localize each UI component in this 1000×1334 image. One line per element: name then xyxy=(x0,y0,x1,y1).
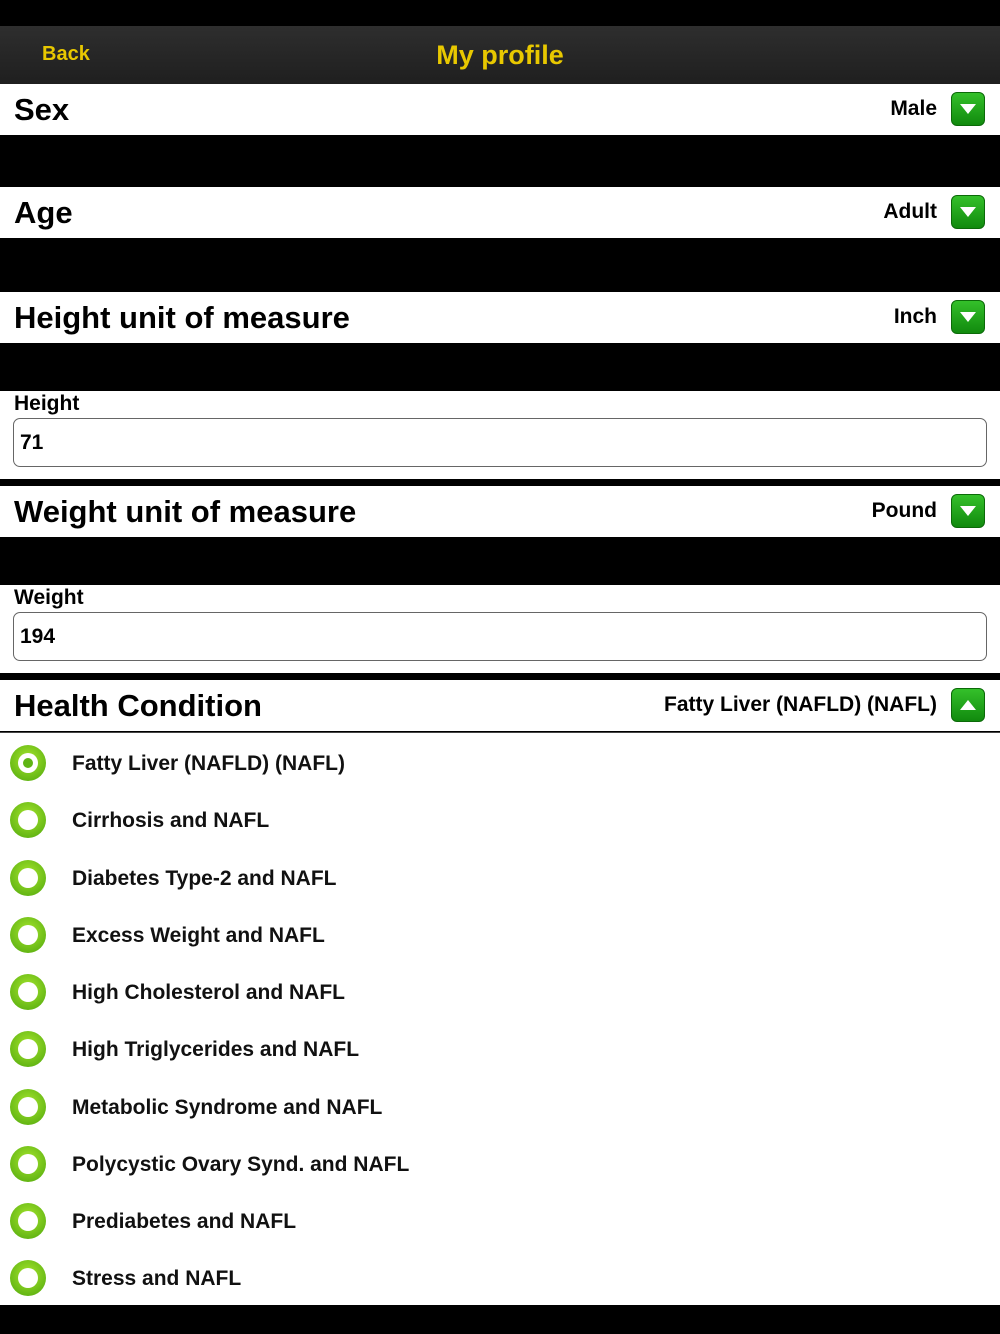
option-label: Excess Weight and NAFL xyxy=(72,924,325,947)
option-label: High Cholesterol and NAFL xyxy=(72,981,345,1004)
radio-button[interactable] xyxy=(10,860,46,896)
chevron-up-icon xyxy=(960,700,976,710)
option-cirrhosis[interactable] xyxy=(0,792,1000,849)
weight-input[interactable] xyxy=(13,612,987,661)
sex-value[interactable]: Male xyxy=(890,97,937,120)
height-input[interactable] xyxy=(13,418,987,467)
height-field-group xyxy=(0,391,1000,479)
radio-button[interactable] xyxy=(10,974,46,1010)
option-prediabetes[interactable] xyxy=(0,1193,1000,1250)
option-label: Polycystic Ovary Synd. and NAFL xyxy=(72,1153,410,1176)
health-condition-label: Health Condition xyxy=(14,688,262,723)
option-label: Fatty Liver (NAFLD) (NAFL) xyxy=(72,752,345,775)
weight-unit-label: Weight unit of measure xyxy=(14,494,357,529)
height-unit-dropdown-button[interactable] xyxy=(951,300,985,334)
health-condition-options xyxy=(0,733,1000,1305)
option-label: Cirrhosis and NAFL xyxy=(72,809,270,832)
navigation-bar xyxy=(0,26,1000,84)
age-row[interactable] xyxy=(0,187,1000,238)
option-diabetes[interactable] xyxy=(0,850,1000,907)
option-label: Metabolic Syndrome and NAFL xyxy=(72,1096,383,1119)
radio-selected-dot xyxy=(23,758,33,768)
weight-unit-dropdown-button[interactable] xyxy=(951,494,985,528)
radio-button[interactable] xyxy=(10,1031,46,1067)
option-polycystic-ovary[interactable] xyxy=(0,1136,1000,1193)
age-value[interactable]: Adult xyxy=(883,200,937,223)
weight-unit-value[interactable]: Pound xyxy=(871,499,937,522)
chevron-down-icon xyxy=(960,506,976,516)
sex-dropdown-button[interactable] xyxy=(951,92,985,126)
option-excess-weight[interactable] xyxy=(0,907,1000,964)
chevron-down-icon xyxy=(960,312,976,322)
option-label: High Triglycerides and NAFL xyxy=(72,1038,360,1061)
option-high-triglycerides[interactable] xyxy=(0,1021,1000,1078)
radio-button[interactable] xyxy=(10,802,46,838)
radio-button[interactable] xyxy=(10,745,46,781)
weight-field-group xyxy=(0,585,1000,673)
sex-label: Sex xyxy=(14,92,70,127)
height-unit-label: Height unit of measure xyxy=(14,300,350,335)
page-title: My profile xyxy=(436,40,564,70)
radio-button[interactable] xyxy=(10,917,46,953)
health-condition-value[interactable]: Fatty Liver (NAFLD) (NAFL) xyxy=(664,693,937,716)
option-metabolic-syndrome[interactable] xyxy=(0,1079,1000,1136)
radio-button[interactable] xyxy=(10,1203,46,1239)
option-stress[interactable] xyxy=(0,1250,1000,1307)
option-fatty-liver[interactable] xyxy=(0,735,1000,792)
sex-row[interactable] xyxy=(0,84,1000,135)
height-label: Height xyxy=(14,392,80,415)
health-condition-dropdown-button[interactable] xyxy=(951,688,985,722)
weight-label: Weight xyxy=(14,586,84,609)
weight-unit-row[interactable] xyxy=(0,486,1000,537)
option-label: Stress and NAFL xyxy=(72,1267,242,1290)
option-label: Prediabetes and NAFL xyxy=(72,1210,297,1233)
chevron-down-icon xyxy=(960,104,976,114)
option-high-cholesterol[interactable] xyxy=(0,964,1000,1021)
option-label: Diabetes Type-2 and NAFL xyxy=(72,867,337,890)
back-button[interactable]: Back xyxy=(42,43,90,65)
radio-button[interactable] xyxy=(10,1146,46,1182)
health-condition-row[interactable] xyxy=(0,680,1000,731)
radio-button[interactable] xyxy=(10,1260,46,1296)
age-dropdown-button[interactable] xyxy=(951,195,985,229)
height-unit-value[interactable]: Inch xyxy=(893,305,937,328)
age-label: Age xyxy=(14,195,73,230)
radio-button[interactable] xyxy=(10,1089,46,1125)
height-unit-row[interactable] xyxy=(0,292,1000,343)
chevron-down-icon xyxy=(960,207,976,217)
